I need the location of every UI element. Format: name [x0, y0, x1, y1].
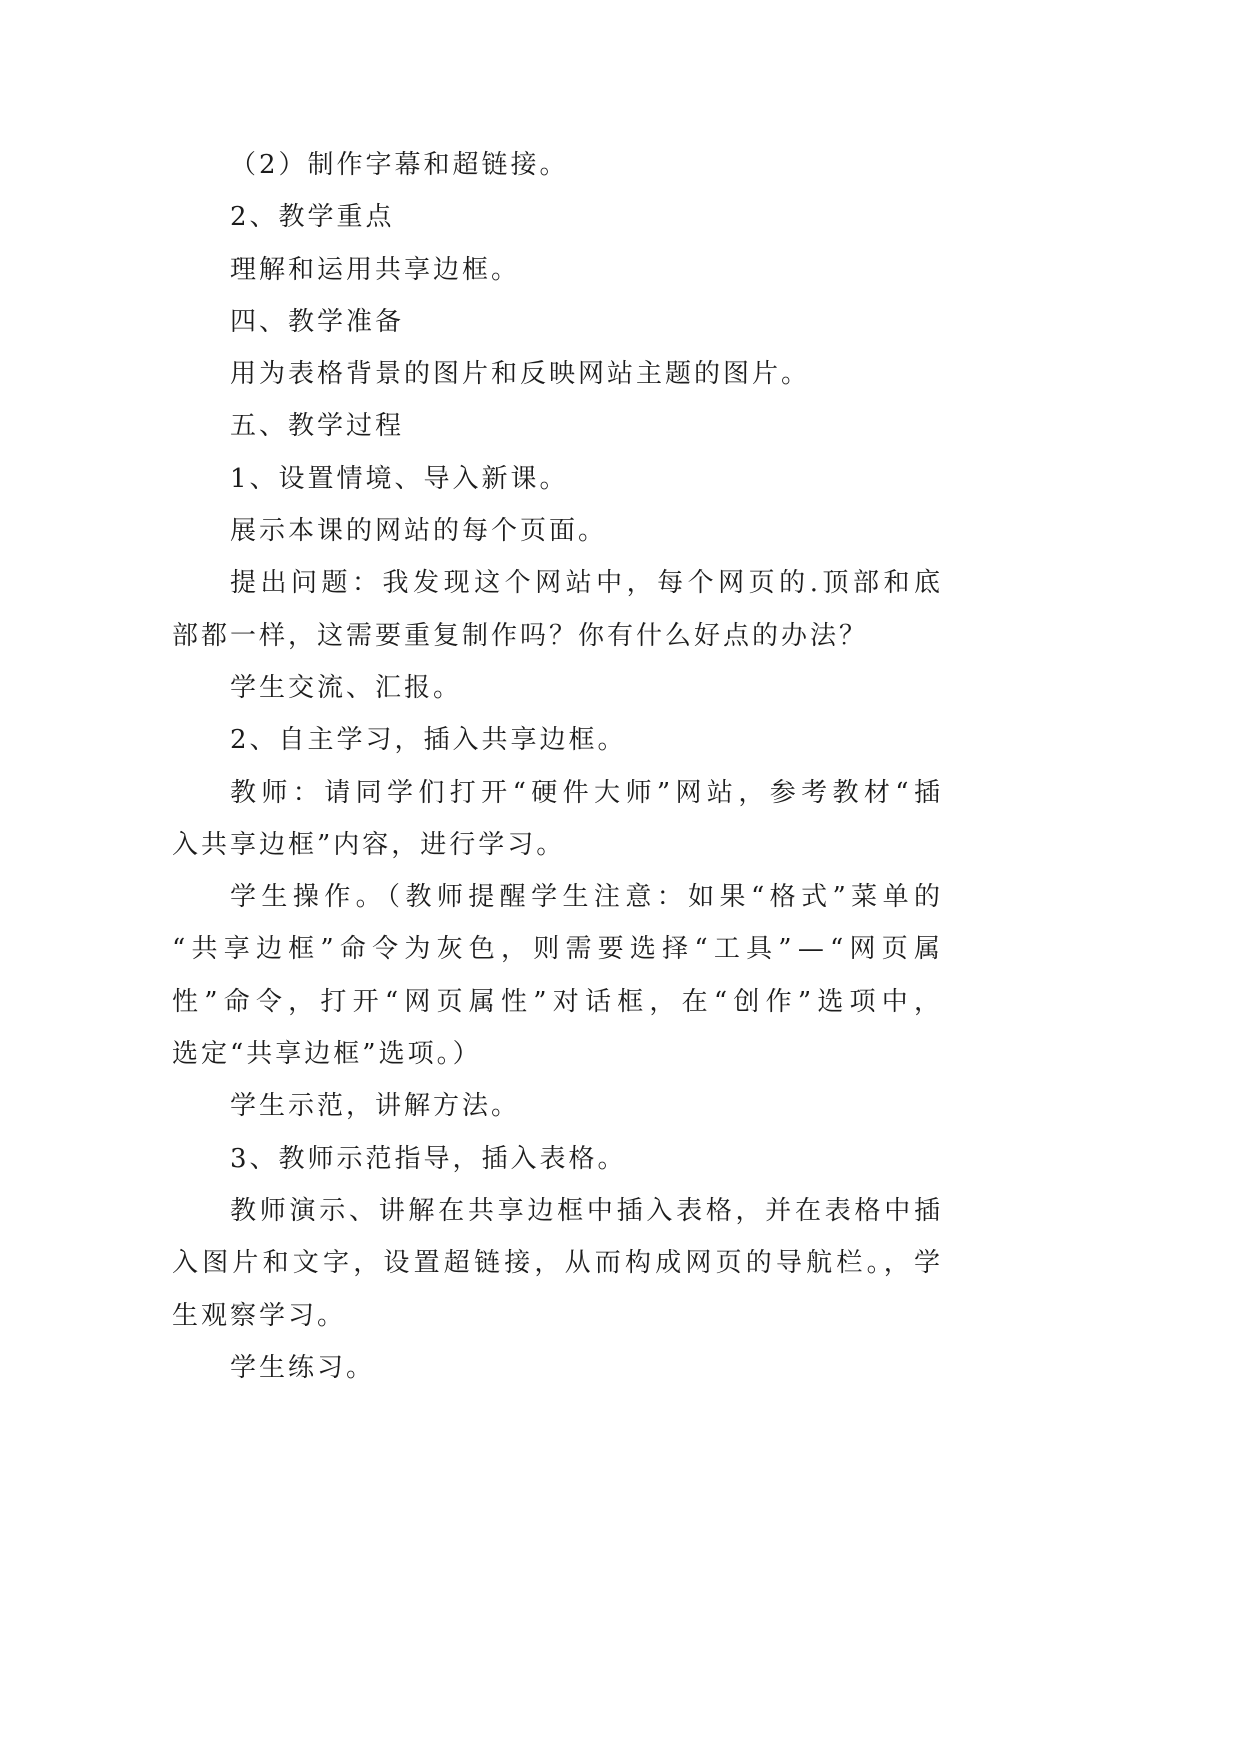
line-text: 理解和运用共享边框。 — [230, 254, 521, 285]
text-line — [172, 348, 940, 400]
paragraph — [172, 871, 947, 1080]
text-line — [172, 871, 946, 923]
line-text: 性”命令，打开“网页属性”对话框，在“创作”选项中， — [172, 986, 947, 1017]
line-text: 入共享边框”内容，进行学习。 — [172, 829, 566, 860]
paragraph — [172, 505, 940, 557]
section-heading — [172, 191, 940, 243]
paragraph — [172, 767, 946, 872]
line-text: （2）制作字幕和超链接。 — [230, 150, 569, 180]
text-line — [172, 139, 940, 191]
line-text: 1、设置情境、导入新课。 — [230, 463, 569, 494]
text-line — [172, 400, 940, 452]
paragraph — [172, 1185, 945, 1342]
line-text: 提出问题：我发现这个网站中，每个网页的.顶部和底 — [230, 568, 945, 599]
line-text: 展示本课的网站的每个页面。 — [230, 516, 608, 547]
line-text: 选定“共享边框”选项。） — [172, 1039, 482, 1070]
text-line — [172, 453, 940, 505]
line-text: 2、自主学习，插入共享边框。 — [230, 725, 627, 756]
text-line — [172, 1342, 940, 1394]
text-line — [172, 662, 940, 714]
line-text: 学生练习。 — [230, 1352, 376, 1383]
paragraph — [172, 1342, 940, 1394]
line-text: “共享边框”命令为灰色，则需要选择“工具”—“网页属 — [172, 934, 947, 965]
line-text: 3、教师示范指导，插入表格。 — [230, 1143, 627, 1174]
text-line — [172, 557, 945, 609]
section-heading — [172, 400, 940, 452]
paragraph — [172, 557, 945, 662]
text-line — [172, 191, 940, 243]
text-line — [172, 819, 940, 871]
paragraph — [172, 662, 940, 714]
line-text: 教师：请同学们打开“硬件大师”网站，参考教材“插 — [230, 777, 946, 808]
text-line — [172, 505, 940, 557]
document-body — [172, 139, 947, 1394]
line-text: 教师演示、讲解在共享边框中插入表格，并在表格中插 — [230, 1195, 944, 1226]
text-line — [172, 296, 940, 348]
line-text: 学生示范，讲解方法。 — [230, 1091, 521, 1122]
line-text: 学生操作。（教师提醒学生注意：如果“格式”菜单的 — [230, 882, 946, 913]
line-text: 2、教学重点 — [230, 202, 395, 233]
text-line — [172, 1080, 940, 1132]
line-text: 入图片和文字，设置超链接，从而构成网页的导航栏。，学 — [172, 1248, 945, 1279]
text-line — [172, 1237, 945, 1289]
text-line — [172, 1290, 940, 1342]
line-text: 用为表格背景的图片和反映网站主题的图片。 — [230, 359, 811, 390]
section-heading — [172, 714, 940, 766]
paragraph — [172, 1080, 940, 1132]
text-line — [172, 244, 940, 296]
line-text: 五、教学过程 — [230, 411, 405, 442]
section-heading — [172, 1133, 940, 1185]
text-line — [172, 976, 947, 1028]
line-text: 学生交流、汇报。 — [230, 672, 463, 703]
text-line — [172, 767, 946, 819]
line-text: 四、教学准备 — [230, 306, 405, 337]
section-heading — [172, 296, 940, 348]
line-text: 生观察学习。 — [172, 1300, 347, 1331]
text-line — [172, 923, 947, 975]
line-text: 部都一样，这需要重复制作吗？你有什么好点的办法？ — [172, 620, 869, 651]
paragraph — [172, 244, 940, 296]
paragraph — [172, 348, 940, 400]
paragraph — [172, 139, 940, 191]
text-line — [172, 1185, 944, 1237]
section-heading — [172, 453, 940, 505]
text-line — [172, 610, 940, 662]
text-line — [172, 1028, 940, 1080]
text-line — [172, 714, 940, 766]
text-line — [172, 1133, 940, 1185]
